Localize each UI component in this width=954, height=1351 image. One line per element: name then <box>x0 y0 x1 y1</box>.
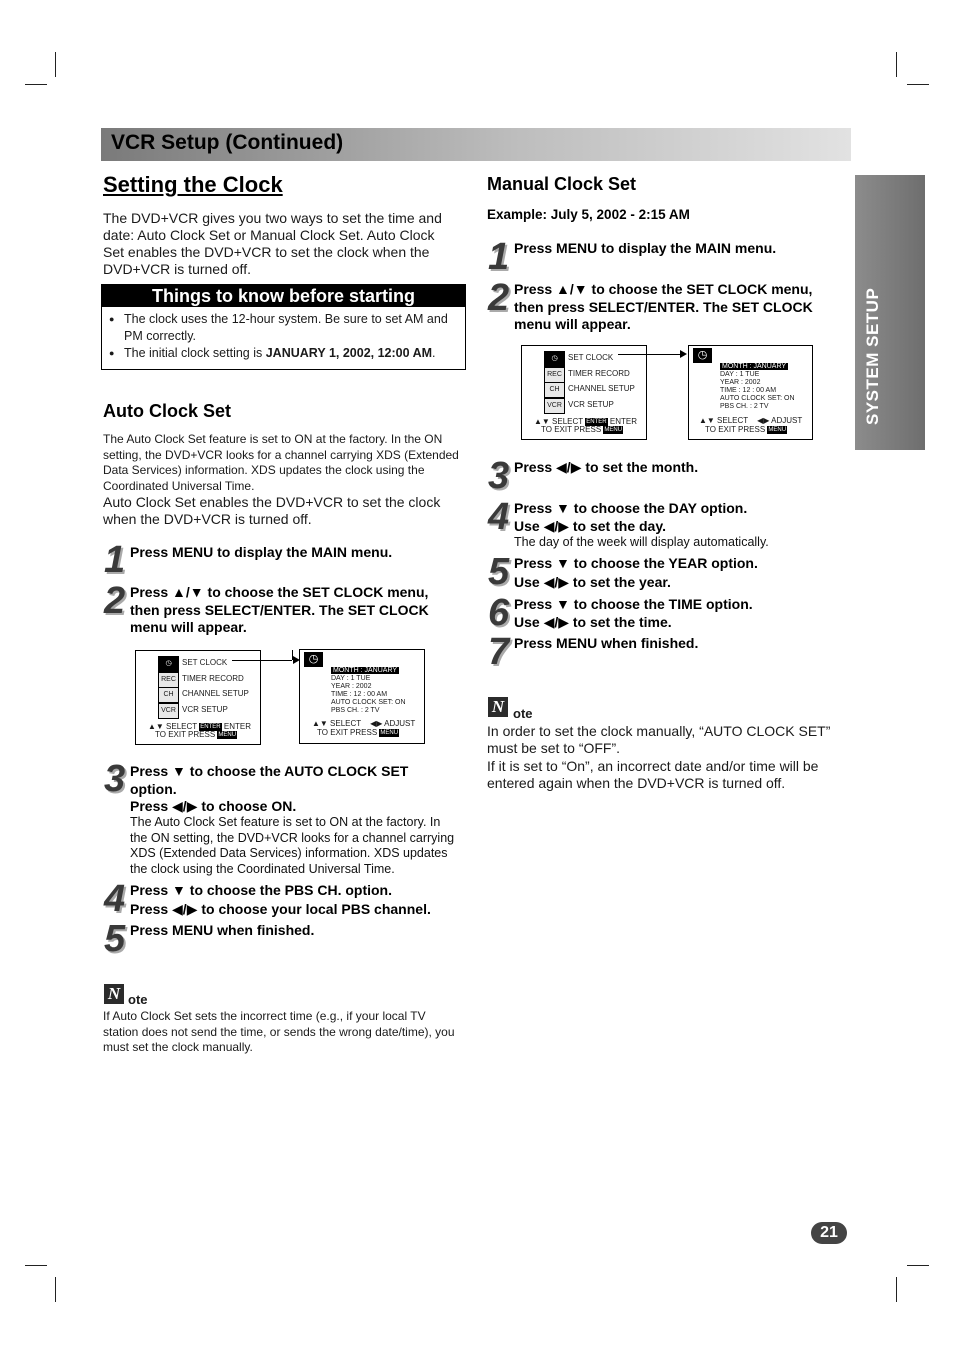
step-number: 4 <box>488 496 510 538</box>
menu-row <box>136 703 260 718</box>
step-number: 1 <box>488 236 510 278</box>
clock-line-month: MONTH : JANUARY <box>722 363 787 370</box>
menu-footer-text: ▲▼ SELECT <box>312 719 362 728</box>
things-item-text: The clock uses the 12-hour system. Be sure to set AM and PM correctly. <box>124 312 448 343</box>
menu-item-label: VCR SETUP <box>182 705 228 714</box>
things-item <box>124 311 465 345</box>
step-text: Press ▼ to choose the PBS CH. option. <box>130 882 393 898</box>
page-title: Setting the Clock <box>103 172 283 197</box>
things-heading: Things to know before starting <box>102 285 465 307</box>
step-text-2: Press ◀/▶ to choose ON. <box>130 798 297 814</box>
enter-tag: ENTER <box>200 724 221 730</box>
crop-mark <box>907 84 929 85</box>
record-icon: REC <box>158 672 179 688</box>
crop-mark <box>25 84 47 85</box>
menu-tag: MENU <box>768 427 787 433</box>
crop-mark <box>896 52 897 77</box>
clock-line-pbs: PBS CH. : 2 TV <box>331 707 380 714</box>
step-number: 3 <box>104 758 126 800</box>
menu-footer-text: TO EXIT PRESS <box>541 425 602 434</box>
set-clock-menu-diagram <box>299 649 425 744</box>
auto-clock-title: Auto Clock Set <box>103 401 232 421</box>
step-subtext: The Auto Clock Set feature is set to ON at the factory. In the ON setting, the DVD+VCR looks for a channel carrying XDS (Extended Data Services) information. XDS updates the clock using the Coordinated Universal Time. <box>130 815 455 876</box>
crop-mark <box>907 1265 929 1266</box>
things-to-know-box <box>101 284 466 370</box>
step-text: Press MENU to display the MAIN menu. <box>514 240 777 256</box>
crop-mark <box>55 1277 56 1302</box>
set-clock-menu-diagram <box>688 345 813 440</box>
step-number: 5 <box>104 918 126 960</box>
things-item <box>124 345 465 362</box>
menu-tag: MENU <box>218 732 237 738</box>
things-item-text: . <box>432 346 436 360</box>
clock-icon: ◷ <box>158 656 179 672</box>
clock-line-time: TIME : 12 : 00 AM <box>720 387 777 394</box>
step-number: 2 <box>488 277 510 319</box>
clock-line-auto: AUTO CLOCK SET: ON <box>720 395 795 402</box>
vcr-icon: VCR <box>544 398 565 414</box>
channel-icon: CH <box>544 382 565 398</box>
menu-footer <box>312 719 415 728</box>
channel-icon: CH <box>158 687 179 703</box>
step-number: 3 <box>488 455 510 497</box>
record-icon: REC <box>544 367 565 383</box>
menu-footer-text: ENTER <box>609 417 637 426</box>
crop-mark <box>896 1277 897 1302</box>
things-item-text: The initial clock setting is <box>124 346 266 360</box>
menu-footer <box>317 728 399 737</box>
note-icon: N <box>104 984 124 1004</box>
menu-footer-text: ▲▼ SELECT <box>699 416 749 425</box>
arrow-connector <box>618 354 680 355</box>
clock-line-year: YEAR : 2002 <box>720 379 761 386</box>
menu-row <box>136 687 260 702</box>
step-text: Press ▲/▼ to choose the SET CLOCK menu, then press SELECT/ENTER. The SET CLOCK menu will appear. <box>514 281 813 332</box>
crop-mark <box>25 1265 47 1266</box>
menu-item-label: CHANNEL SETUP <box>568 384 635 393</box>
auto-clock-paragraph-2: Auto Clock Set enables the DVD+VCR to set the clock when the DVD+VCR is turned off. <box>103 494 441 527</box>
menu-item-label: TIMER RECORD <box>182 674 244 683</box>
note-text: If Auto Clock Set sets the incorrect time (e.g., if your local TV station does not send the time, or sends the wrong date/time), you must set the clock manually. <box>103 1009 455 1054</box>
note-label: ote <box>513 706 533 721</box>
main-menu-diagram <box>135 650 261 745</box>
step-number: 6 <box>488 592 510 634</box>
menu-footer <box>699 416 802 425</box>
menu-tag: MENU <box>604 427 623 433</box>
menu-row <box>136 656 260 671</box>
clock-menu-lines <box>331 667 406 715</box>
step-number: 7 <box>488 631 510 673</box>
section-header-bar <box>101 128 851 161</box>
side-tab-label: SYSTEM SETUP <box>863 287 882 425</box>
enter-tag: ENTER <box>586 419 607 425</box>
menu-row <box>136 672 260 687</box>
menu-row <box>522 382 646 397</box>
menu-footer-text: TO EXIT PRESS <box>317 728 378 737</box>
menu-footer <box>705 425 787 434</box>
step-text-2: Press ◀/▶ to choose your local PBS channel. <box>130 901 431 917</box>
things-item-bold: JANUARY 1, 2002, 12:00 AM <box>265 346 433 360</box>
vcr-icon: VCR <box>158 703 179 719</box>
note-icon: N <box>488 697 508 717</box>
crop-mark <box>55 52 56 77</box>
page-number: 21 <box>811 1222 847 1244</box>
step-text-2: Use ◀/▶ to set the time. <box>514 614 672 630</box>
step-subtext: The day of the week will display automatically. <box>514 535 769 549</box>
menu-footer-text: TO EXIT PRESS <box>705 425 766 434</box>
things-list <box>102 311 465 362</box>
menu-row <box>522 367 646 382</box>
menu-item-label: VCR SETUP <box>568 400 614 409</box>
step-text: Press ◀/▶ to set the month. <box>514 459 699 475</box>
clock-line-day: DAY : 1 TUE <box>720 371 760 378</box>
step-text: Press MENU to display the MAIN menu. <box>130 544 393 560</box>
step-text: Press ▲/▼ to choose the SET CLOCK menu, then press SELECT/ENTER. The SET CLOCK menu will appear. <box>130 584 429 635</box>
menu-row <box>522 398 646 413</box>
step-text: Press ▼ to choose the YEAR option. <box>514 555 758 571</box>
step-number: 1 <box>104 539 126 581</box>
clock-line-time: TIME : 12 : 00 AM <box>331 691 388 698</box>
example-text: Example: July 5, 2002 - 2:15 AM <box>487 207 690 222</box>
menu-item-label: SET CLOCK <box>182 658 228 667</box>
menu-footer-text: ▲▼ SELECT <box>148 722 198 731</box>
step-text: Press ▼ to choose the DAY option. <box>514 500 748 516</box>
menu-footer-text: ◀▶ ADJUST <box>370 719 416 728</box>
clock-line-auto: AUTO CLOCK SET: ON <box>331 699 406 706</box>
step-number: 2 <box>104 580 126 622</box>
clock-menu-lines <box>720 363 795 411</box>
step-text: Press MENU when finished. <box>514 635 699 651</box>
main-menu-diagram <box>521 345 647 440</box>
manual-clock-title: Manual Clock Set <box>487 174 637 194</box>
side-tab <box>855 175 925 450</box>
clock-line-year: YEAR : 2002 <box>331 683 372 690</box>
section-title: VCR Setup (Continued) <box>111 131 344 154</box>
arrow-head <box>680 350 687 358</box>
step-text-2: Use ◀/▶ to set the day. <box>514 518 666 534</box>
menu-footer-text: ▲▼ SELECT <box>534 417 584 426</box>
menu-item-label: SET CLOCK <box>568 353 614 362</box>
step-text-2: Use ◀/▶ to set the year. <box>514 574 671 590</box>
clock-icon: ◷ <box>304 652 323 667</box>
menu-footer <box>155 730 237 739</box>
step-number: 4 <box>104 878 126 920</box>
clock-icon: ◷ <box>544 351 565 367</box>
clock-line-pbs: PBS CH. : 2 TV <box>720 403 769 410</box>
clock-line-day: DAY : 1 TUE <box>331 675 371 682</box>
clock-line-month: MONTH : JANUARY <box>333 667 398 674</box>
menu-footer-text: TO EXIT PRESS <box>155 730 216 739</box>
menu-footer-text: ENTER <box>223 722 251 731</box>
note-label: ote <box>128 992 148 1007</box>
menu-tag: MENU <box>380 730 399 736</box>
menu-item-label: CHANNEL SETUP <box>182 689 249 698</box>
note-text-2: If it is set to “On”, an incorrect date and/or time will be entered again when the DVD+VCR is turned off. <box>487 758 819 791</box>
menu-footer <box>541 425 623 434</box>
clock-icon: ◷ <box>693 348 712 363</box>
step-text: Press ▼ to choose the AUTO CLOCK SET option. <box>130 763 409 797</box>
step-text: Press MENU when finished. <box>130 922 315 938</box>
intro-paragraph: The DVD+VCR gives you two ways to set the time and date: Auto Clock Set or Manual Clock Set. Auto Clock Set enables the DVD+VCR to set the clock when the DVD+VCR is turned off. <box>103 210 442 277</box>
step-text: Press ▼ to choose the TIME option. <box>514 596 753 612</box>
step-number: 5 <box>488 551 510 593</box>
arrow-connector <box>232 660 292 661</box>
menu-footer-text: ◀▶ ADJUST <box>757 416 803 425</box>
note-text: In order to set the clock manually, “AUTO CLOCK SET” must be set to “OFF”. <box>487 723 831 756</box>
auto-clock-paragraph: The Auto Clock Set feature is set to ON at the factory. In the ON setting, the DVD+VCR looks for a channel carrying XDS (Extended Data Services) information. XDS updates the clock using the Coordinated Universal Time. <box>103 432 459 493</box>
menu-item-label: TIMER RECORD <box>568 369 630 378</box>
